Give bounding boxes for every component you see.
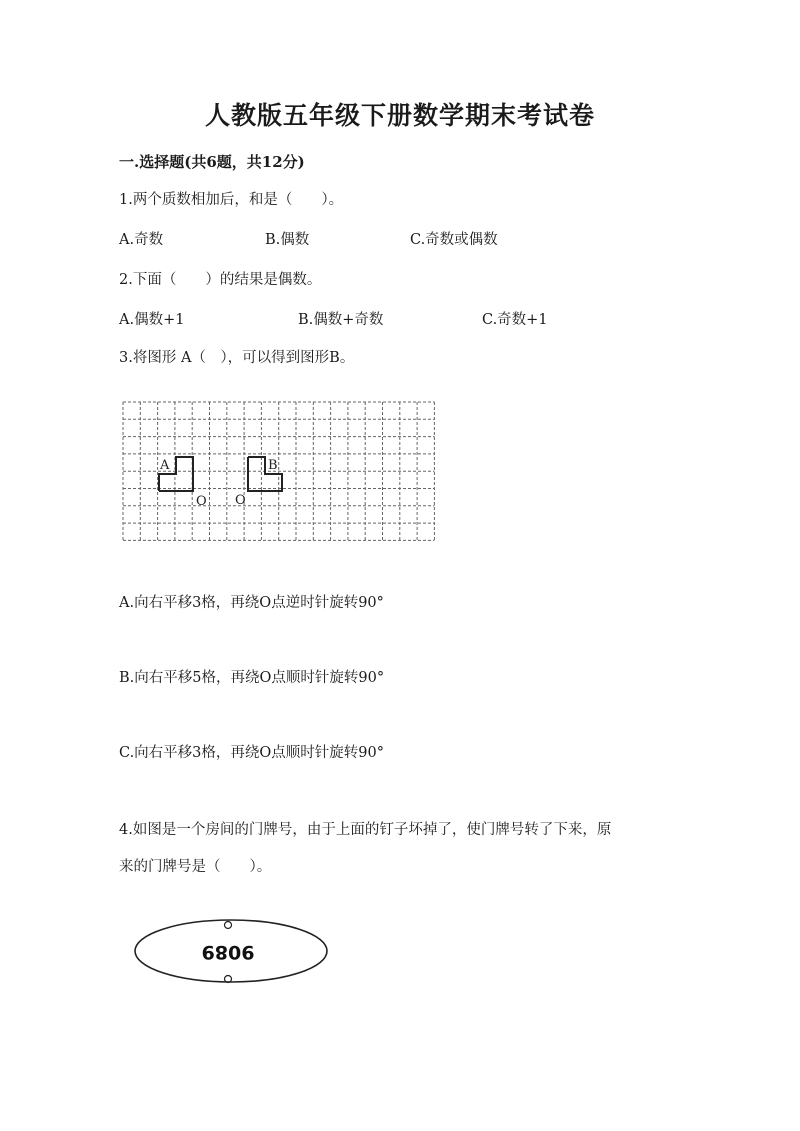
dotted-grid	[123, 402, 434, 540]
question-1-stem: 1.两个质数相加后，和是（ ）。	[119, 192, 344, 208]
question-2-option-a: A.偶数+1	[119, 312, 185, 328]
question-2-option-c: C.奇数+1	[482, 312, 548, 328]
question-2-stem: 2.下面（ ）的结果是偶数。	[119, 272, 322, 288]
page-title: 人教版五年级下册数学期末考试卷	[204, 101, 595, 130]
door-plate-figure	[130, 915, 332, 987]
question-3-option-a: A.向右平移3格，再绕O点逆时针旋转90°	[119, 595, 384, 611]
nail-hole-top	[225, 922, 232, 929]
question-3-stem: 3.将图形 A（ ），可以得到图形B。	[119, 350, 355, 366]
section-heading: 一.选择题(共6题，共12分)	[119, 153, 305, 171]
pivot-o-right: O	[235, 493, 246, 508]
question-3-option-c: C.向右平移3格，再绕O点顺时针旋转90°	[119, 745, 384, 761]
grid-figure	[118, 397, 450, 553]
question-1-option-a: A.奇数	[119, 232, 164, 248]
question-1-option-b: B.偶数	[265, 232, 310, 248]
question-3-option-b: B.向右平移5格，再绕O点顺时针旋转90°	[119, 670, 385, 686]
label-b: B	[268, 458, 278, 473]
question-1-option-c: C.奇数或偶数	[410, 232, 498, 248]
label-a: A	[160, 458, 170, 473]
door-number: 9089	[201, 941, 255, 963]
pivot-o-left: O	[196, 494, 207, 509]
question-4-stem-line-1: 4.如图是一个房间的门牌号，由于上面的钉子坏掉了，使门牌号转了下来，原	[119, 822, 612, 838]
question-2-option-b: B.偶数+奇数	[298, 312, 384, 328]
question-4-stem-line-2: 来的门牌号是（ ）。	[119, 859, 272, 875]
